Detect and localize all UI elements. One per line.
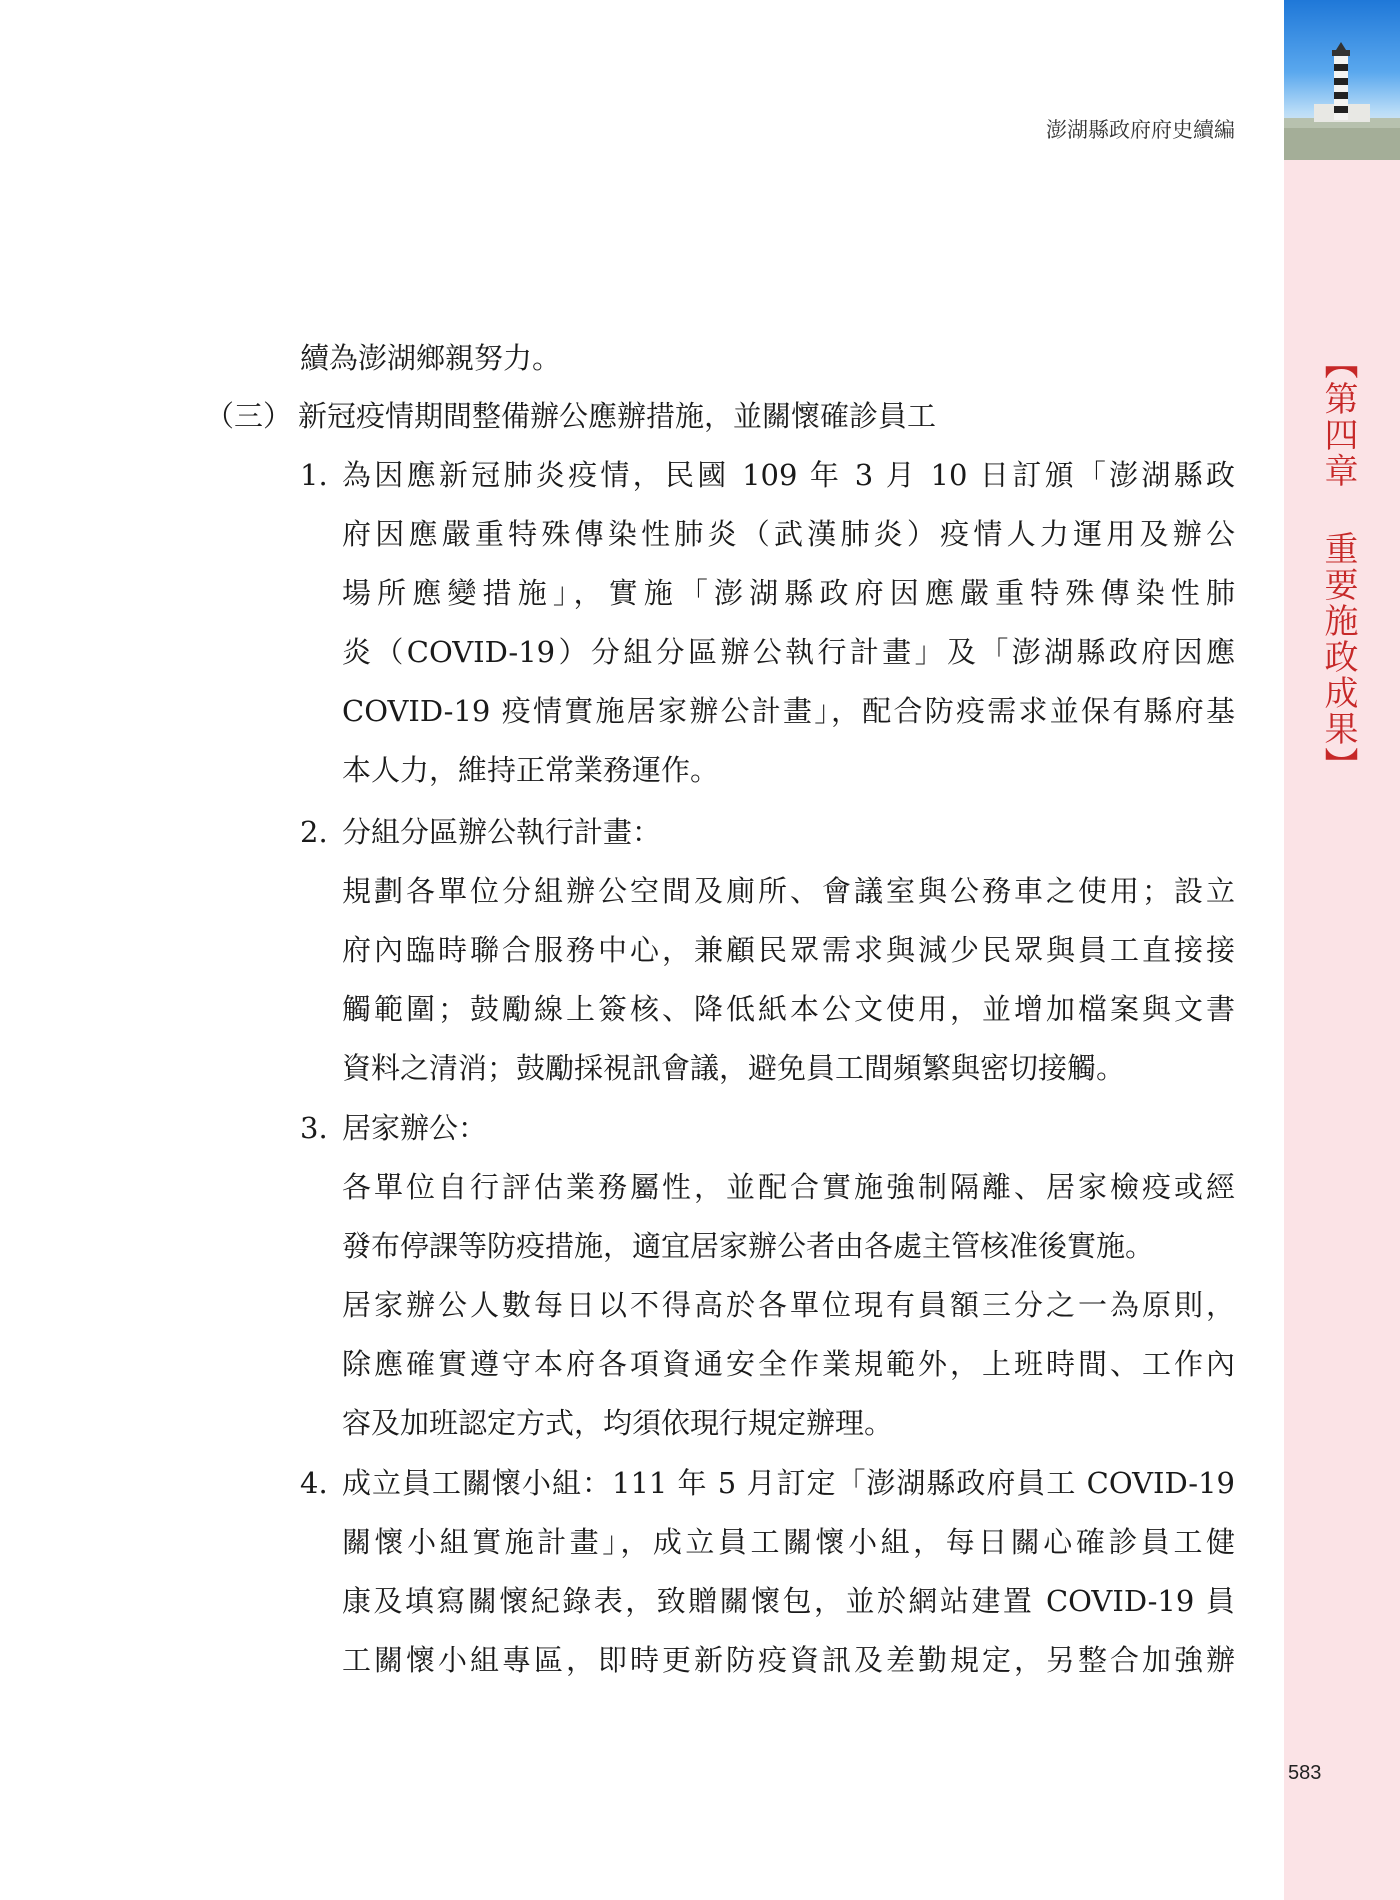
item-line: 各單位自行評估業務屬性，並配合實施強制隔離、居家檢疫或經 [342,1170,1235,1204]
item-heading: 居家辦公： [342,1111,488,1145]
item-line: 為因應新冠肺炎疫情，民國 109 年 3 月 10 日訂頒「澎湖縣政 [342,458,1235,492]
running-header: 澎湖縣政府府史續編 [1046,118,1235,142]
item-number: 3. [300,1111,328,1145]
section-marker: （三） [205,399,293,433]
item-line: 關懷小組實施計畫」，成立員工關懷小組，每日關心確診員工健 [342,1525,1235,1559]
item-line: 炎（COVID-19）分組分區辦公執行計畫」及「澎湖縣政府因應 [342,635,1235,669]
item-heading: 分組分區辦公執行計畫： [342,815,662,849]
item-number: 1. [300,458,328,492]
item-line: 觸範圍；鼓勵線上簽核、降低紙本公文使用，並增加檔案與文書 [342,992,1235,1026]
lighthouse-photo [1284,0,1400,160]
item-line: 工關懷小組專區，即時更新防疫資訊及差勤規定，另整合加強辦 [342,1643,1235,1677]
item-line: 除應確實遵守本府各項資通安全作業規範外，上班時間、工作內 [342,1347,1235,1381]
item-line: 成立員工關懷小組：111 年 5 月訂定「澎湖縣政府員工 COVID-19 [342,1466,1235,1500]
item-number: 4. [300,1466,328,1500]
item-line: 容及加班認定方式，均須依現行規定辦理。 [342,1406,894,1440]
item-line: 資料之清消；鼓勵採視訊會議，避免員工間頻繁與密切接觸。 [342,1051,1126,1085]
item-line: 發布停課等防疫措施，適宜居家辦公者由各處主管核准後實施。 [342,1229,1155,1263]
item-line: 居家辦公人數每日以不得高於各單位現有員額三分之一為原則， [342,1288,1235,1322]
continuation-line: 續為澎湖鄉親努力。 [300,341,562,375]
item-line: 府內臨時聯合服務中心，兼顧民眾需求與減少民眾與員工直接接 [342,933,1235,967]
chapter-title-vertical: 【第四章 重要施政成果】 [1318,345,1358,783]
page-number: 583 [1288,1762,1322,1784]
item-line: COVID-19 疫情實施居家辦公計畫」，配合防疫需求並保有縣府基 [342,694,1235,728]
item-line: 規劃各單位分組辦公空間及廁所、會議室與公務車之使用；設立 [342,874,1235,908]
section-heading: 新冠疫情期間整備辦公應辦措施，並關懷確診員工 [298,399,937,433]
item-number: 2. [300,815,328,849]
item-line: 府因應嚴重特殊傳染性肺炎（武漢肺炎）疫情人力運用及辦公 [342,517,1235,551]
item-line: 本人力，維持正常業務運作。 [342,753,720,787]
item-line: 場所應變措施」，實施「澎湖縣政府因應嚴重特殊傳染性肺 [342,576,1235,610]
item-line: 康及填寫關懷紀錄表，致贈關懷包，並於網站建置 COVID-19 員 [342,1584,1235,1618]
chapter-sidebar [1284,0,1400,1900]
